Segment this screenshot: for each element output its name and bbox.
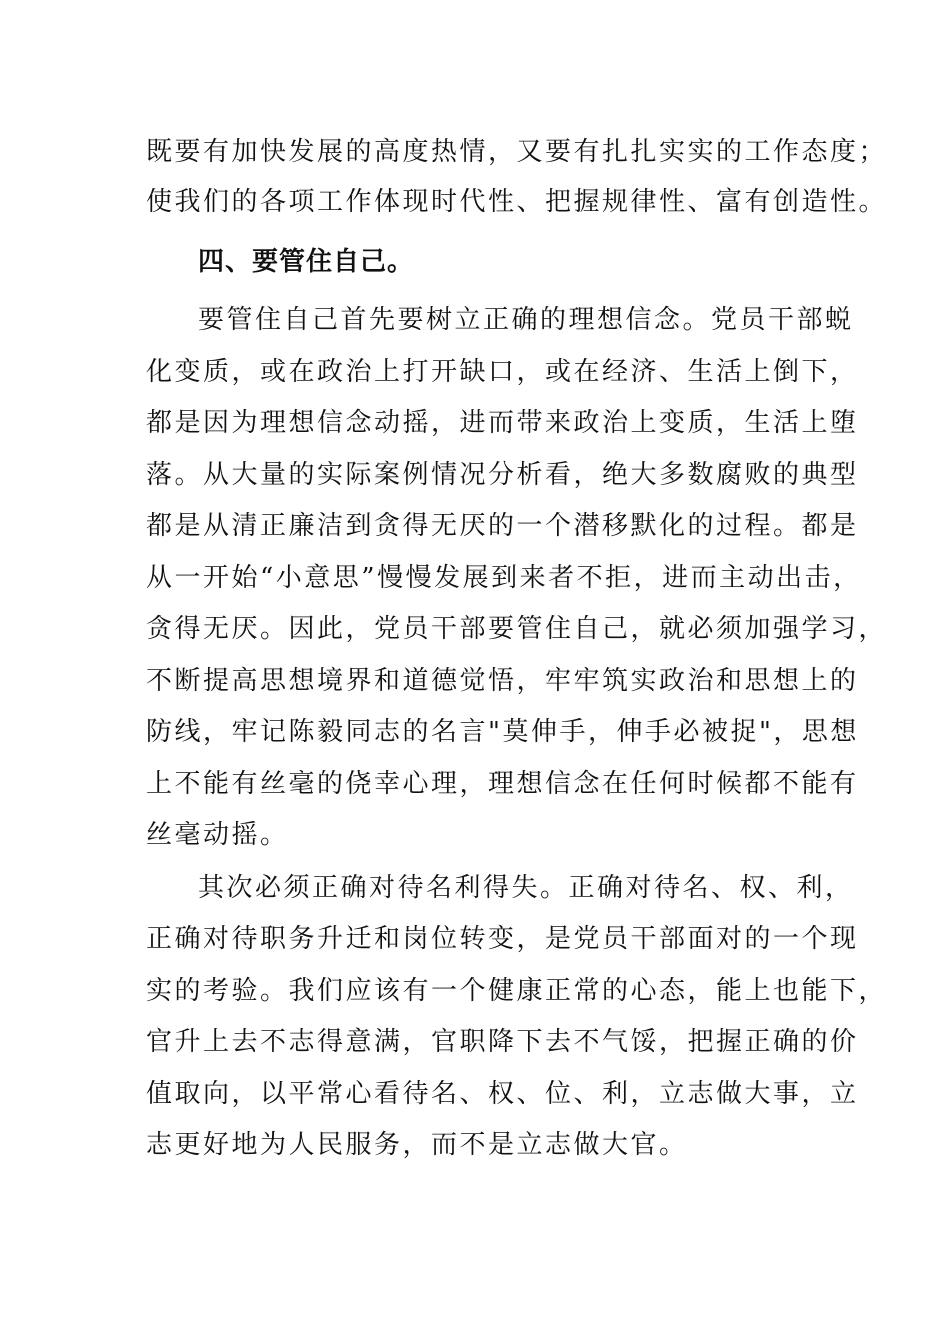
paragraph-2-line-5: 值取向，以平常心看待名、权、位、利，立志做大事，立 [146, 1079, 859, 1109]
intro-line-2: 使我们的各项工作体现时代性、把握规律性、富有创造性。 [146, 187, 888, 217]
paragraph-2-line-6: 志更好地为人民服务，而不是立志做大官。 [146, 1130, 688, 1160]
paragraph-1-line-2: 化变质，或在政治上打开缺口，或在经济、生活上倒下， [146, 357, 859, 387]
paragraph-1-line-7: 贪得无厌。因此，党员干部要管住自己，就必须加强学习， [146, 614, 888, 644]
intro-line-1: 既要有加快发展的高度热情，又要有扎扎实实的工作态度； [146, 137, 888, 167]
paragraph-1-line-8: 不断提高思想境界和道德觉悟，牢牢筑实政治和思想上的 [146, 666, 859, 696]
paragraph-2-line-1: 其次必须正确对待名利得失。正确对待名、权、利， [198, 873, 854, 903]
paragraph-1-line-9: 防线，牢记陈毅同志的名言"莫伸手，伸手必被捉"，思想 [146, 717, 859, 747]
paragraph-1-line-11: 丝毫动摇。 [146, 820, 289, 850]
paragraph-1-line-1: 要管住自己首先要树立正确的理想信念。党员干部蜕 [198, 305, 854, 335]
paragraph-2-line-4: 官升上去不志得意满，官职降下去不气馁，把握正确的价 [146, 1027, 859, 1057]
section-heading: 四、要管住自己。 [198, 247, 415, 277]
paragraph-1-line-4: 落。从大量的实际案例情况分析看，绝大多数腐败的典型 [146, 460, 859, 490]
paragraph-1-line-3: 都是因为理想信念动摇，进而带来政治上变质，生活上堕 [146, 408, 859, 438]
paragraph-1-line-5: 都是从清正廉洁到贪得无厌的一个潜移默化的过程。都是 [146, 511, 859, 541]
paragraph-1-line-6: 从一开始“小意思”慢慢发展到来者不拒，进而主动出击， [146, 563, 862, 593]
paragraph-2-line-3: 实的考验。我们应该有一个健康正常的心态，能上也能下， [146, 976, 888, 1006]
paragraph-2-line-2: 正确对待职务升迁和岗位转变，是党员干部面对的一个现 [146, 924, 859, 954]
paragraph-1-line-10: 上不能有丝毫的侥幸心理，理想信念在任何时候都不能有 [146, 769, 859, 799]
